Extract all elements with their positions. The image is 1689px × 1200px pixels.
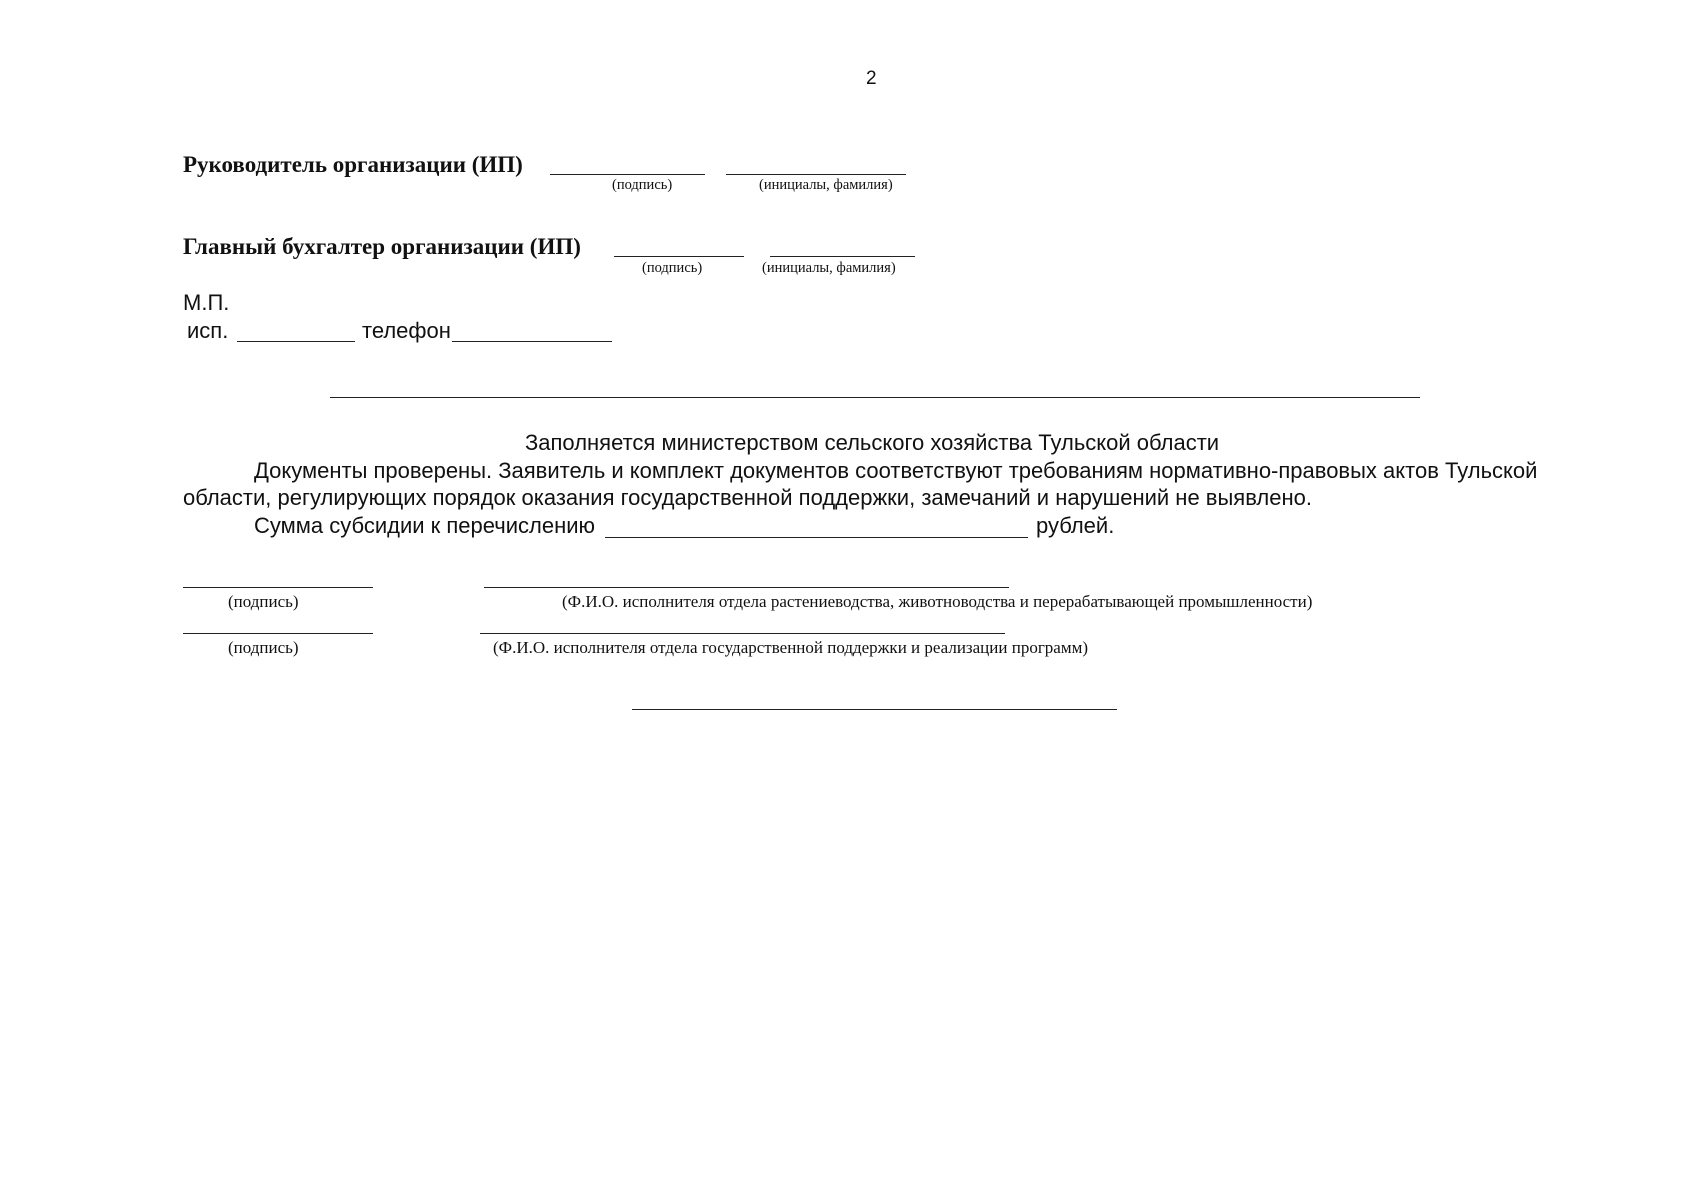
head-name-field[interactable] [726, 174, 906, 175]
head-signature-field[interactable] [550, 174, 705, 175]
subsidy-label: Сумма субсидии к перечислению [254, 513, 596, 538]
closing-line [632, 709, 1117, 710]
official1-signature-caption: (подпись) [228, 592, 299, 611]
official2-name-caption: (Ф.И.О. исполнителя отдела государственной поддержки и реализации программ) [493, 638, 1089, 657]
ministry-heading: Заполняется министерством сельского хозяйства Тульской области [525, 430, 1220, 455]
page-number: 2 [866, 68, 877, 89]
accountant-name-field[interactable] [770, 256, 915, 257]
phone-field[interactable] [452, 341, 612, 342]
official2-signature-field[interactable] [183, 633, 373, 634]
stamp-label: М.П. [183, 290, 230, 315]
phone-label: телефон [362, 318, 451, 343]
subsidy-unit: рублей. [1036, 513, 1115, 538]
accountant-name-caption: (инициалы, фамилия) [762, 260, 896, 276]
official1-name-caption: (Ф.И.О. исполнителя отдела растениеводства, животноводства и перерабатывающей промышленности) [562, 592, 1313, 611]
accountant-signature-caption: (подпись) [642, 260, 703, 276]
accountant-signature-label: Главный бухгалтер организации (ИП) [183, 234, 581, 259]
subsidy-amount-field[interactable] [605, 537, 1028, 538]
verification-text-line2: области, регулирующих порядок оказания государственной поддержки, замечаний и нарушений не выявлено. [183, 485, 1312, 510]
official2-signature-caption: (подпись) [228, 638, 299, 657]
head-signature-label: Руководитель организации (ИП) [183, 152, 523, 177]
executor-label: исп. [187, 318, 229, 343]
official2-name-field[interactable] [480, 633, 1005, 634]
official1-signature-field[interactable] [183, 587, 373, 588]
verification-text-line1: Документы проверены. Заявитель и комплект документов соответствуют требованиям нормативно-правовых актов Тульской [254, 458, 1538, 483]
official1-name-field[interactable] [484, 587, 1009, 588]
head-signature-caption: (подпись) [612, 177, 673, 193]
head-name-caption: (инициалы, фамилия) [759, 177, 893, 193]
executor-field[interactable] [237, 341, 355, 342]
accountant-signature-field[interactable] [614, 256, 744, 257]
section-divider [330, 397, 1420, 398]
